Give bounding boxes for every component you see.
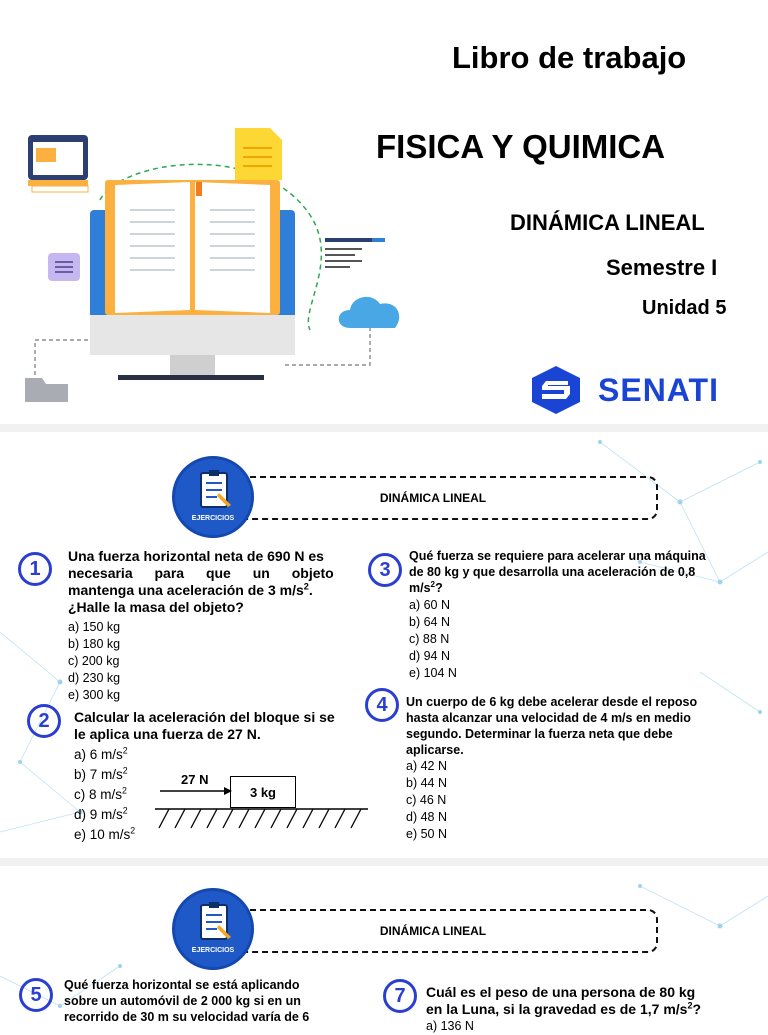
answer-option[interactable]: c) 46 N <box>406 793 447 807</box>
mass-label: 3 kg <box>249 784 276 800</box>
workbook-title: Libro de trabajo <box>452 40 687 75</box>
answer-options <box>409 597 457 682</box>
senati-logo-icon <box>528 364 584 416</box>
question-number: 1 <box>18 552 52 586</box>
question-text: Una fuerza horizontal neta de 690 N es necesaria para que un objeto mantenga una aceleración de 3 $m/s^2$. ¿Halle la masa del objeto? <box>68 548 334 615</box>
document-icon <box>235 128 282 180</box>
computer-book-illustration <box>10 120 410 410</box>
question-number: 2 <box>27 704 61 738</box>
section-banner: DINÁMICA LINEAL <box>210 476 658 520</box>
badge-label: EJERCICIOS <box>191 515 235 522</box>
book-bookmark <box>196 182 202 196</box>
subject-title: FISICA Y QUIMICA <box>376 128 666 165</box>
question-text: Calcular la aceleración del bloque si se le aplica una fuerza de 27 N. <box>74 709 335 742</box>
cloud-icon <box>339 297 399 328</box>
badge-label: EJERCICIOS <box>191 947 235 954</box>
question-number: 4 <box>365 688 399 722</box>
answer-option[interactable]: e) 10 $m/s^2$ <box>74 825 136 842</box>
ground-surface <box>155 808 370 832</box>
answer-options <box>406 758 447 843</box>
answer-option[interactable]: a) 6 $m/s^2$ <box>74 745 128 762</box>
answer-option[interactable]: a) 42 N <box>406 759 447 773</box>
monitor-base <box>118 375 264 380</box>
cover-page <box>0 0 768 420</box>
answer-options <box>74 745 135 845</box>
force-arrow <box>160 786 232 796</box>
answer-option[interactable]: d) 48 N <box>406 810 447 824</box>
question-text: Qué fuerza se requiere para acelerar una máquina de 80 kg y que desarrolla una aceleración de 0,8 $m/s^2$? <box>409 549 706 595</box>
monitor-stand <box>170 355 215 375</box>
question-number: 5 <box>19 978 53 1012</box>
question-text: Cuál es el peso de una persona de 80 kg en la Luna, si la gravedad es de 1,7 $m/s^2$? <box>426 984 702 1017</box>
answer-option[interactable]: d) 94 N <box>409 649 450 663</box>
clipboard-icon <box>195 901 235 943</box>
force-label: 27 N <box>181 772 209 787</box>
answer-option[interactable]: d) 230 kg <box>68 671 121 685</box>
text-lines-icon <box>325 240 385 267</box>
page-divider <box>0 424 768 432</box>
answer-option[interactable]: e) 300 kg <box>68 688 121 702</box>
section-banner: DINÁMICA LINEAL <box>210 909 658 953</box>
answer-option[interactable]: a) 150 kg <box>68 620 121 634</box>
answer-option[interactable]: b) 64 N <box>409 615 450 629</box>
senati-logo <box>528 364 728 416</box>
senati-wordmark: SENATI <box>598 372 719 408</box>
page-divider <box>0 858 768 866</box>
book-page-left <box>115 182 190 313</box>
answer-option[interactable]: e) 104 N <box>409 666 457 680</box>
answer-option[interactable]: c) 8 $m/s^2$ <box>74 785 127 802</box>
question-text: Un cuerpo de 6 kg debe acelerar desde el reposo hasta alcanzar una velocidad de 4 m/s en medio segundo. Determinar la fuerza neta que debe aplicarse. <box>406 695 698 757</box>
exercises-badge <box>172 456 254 538</box>
unit-label: Unidad 5 <box>642 297 727 319</box>
clipboard-icon <box>195 469 235 511</box>
answer-options <box>426 1018 474 1035</box>
question-number: 7 <box>383 979 417 1013</box>
answer-option[interactable]: c) 200 kg <box>68 654 120 668</box>
answer-option[interactable]: b) 7 $m/s^2$ <box>74 765 128 782</box>
mass-block <box>230 776 296 808</box>
answer-option[interactable]: c) 88 N <box>409 632 450 646</box>
book-page-right <box>195 182 270 313</box>
question-text: Qué fuerza horizontal se está aplicando sobre un automóvil de 2 000 kg si en un recorrido de 30 m su velocidad varía de 6 <box>64 978 310 1024</box>
answer-option[interactable]: b) 180 kg <box>68 637 121 651</box>
answer-option[interactable]: d) 9 $m/s^2$ <box>74 805 128 822</box>
topic-title: DINÁMICA LINEAL <box>510 210 705 235</box>
semester-label: Semestre I <box>606 255 718 280</box>
answer-option[interactable]: e) 50 N <box>406 827 447 841</box>
answer-option[interactable]: b) 44 N <box>406 776 447 790</box>
force-diagram <box>155 770 370 832</box>
exercises-badge <box>172 888 254 970</box>
answer-option[interactable]: a) 60 N <box>409 598 450 612</box>
monitor-bezel <box>90 315 295 355</box>
question-number: 3 <box>368 553 402 587</box>
answer-option[interactable]: a) 136 N <box>426 1019 474 1033</box>
folder-icon <box>25 378 68 402</box>
answer-options <box>68 619 120 704</box>
